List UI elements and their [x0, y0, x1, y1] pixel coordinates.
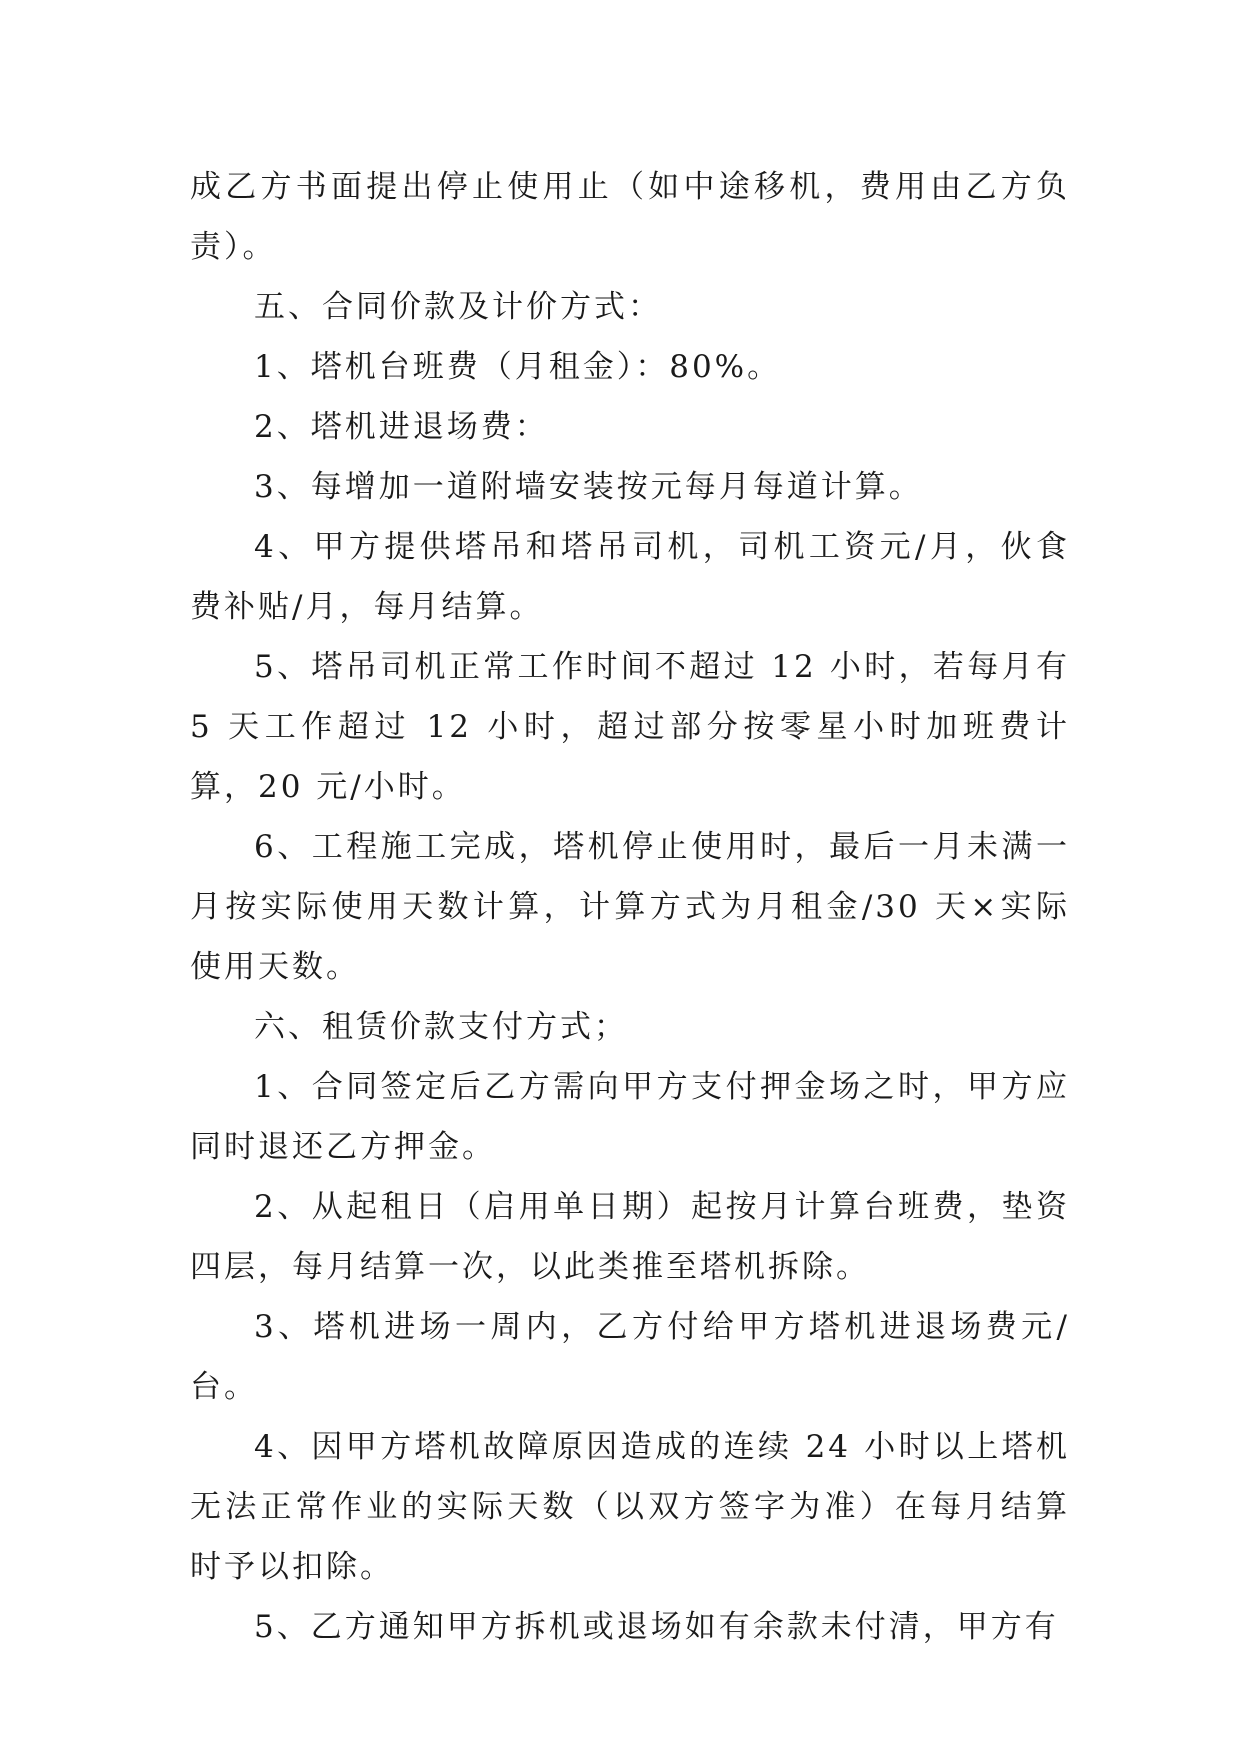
section-heading-payment-method: 六、租赁价款支付方式；: [254, 1009, 628, 1045]
paragraph-item: 5、乙方通知甲方拆机或退场如有余款未付清，甲方有: [254, 1609, 1059, 1645]
paragraph-item: 1、塔机台班费（月租金）：80%。: [254, 349, 782, 385]
paragraph-item: 4、因甲方塔机故障原因造成的连续 24 小时以上塔机无法正常作业的实际天数（以双方签字为准）在每月结算时予以扣除。: [190, 1429, 1070, 1585]
paragraph-item: 2、塔机进退场费：: [254, 409, 549, 445]
paragraph-item: 2、从起租日（启用单日期）起按月计算台班费，垫资四层，每月结算一次，以此类推至塔机拆除。: [190, 1189, 1070, 1285]
paragraph-item: 3、每增加一道附墙安装按元每月每道计算。: [254, 469, 923, 505]
paragraph-item: 5、塔吊司机正常工作时间不超过 12 小时，若每月有 5 天工作超过 12 小时，超过部分按零星小时加班费计算，20 元/小时。: [190, 649, 1070, 805]
section-heading-contract-price: 五、合同价款及计价方式：: [254, 289, 662, 325]
paragraph-continuation: 成乙方书面提出停止使用止（如中途移机，费用由乙方负责）。: [190, 169, 1070, 265]
paragraph-item: 1、合同签定后乙方需向甲方支付押金场之时，甲方应同时退还乙方押金。: [190, 1069, 1070, 1165]
paragraph-item: 4、甲方提供塔吊和塔吊司机，司机工资元/月，伙食费补贴/月，每月结算。: [190, 529, 1070, 625]
paragraph-item: 6、工程施工完成，塔机停止使用时，最后一月未满一月按实际使用天数计算，计算方式为月租金/30 天×实际使用天数。: [190, 829, 1070, 985]
paragraph-item: 3、塔机进场一周内，乙方付给甲方塔机进退场费元/台。: [190, 1309, 1070, 1405]
document-body: [190, 157, 1070, 1657]
